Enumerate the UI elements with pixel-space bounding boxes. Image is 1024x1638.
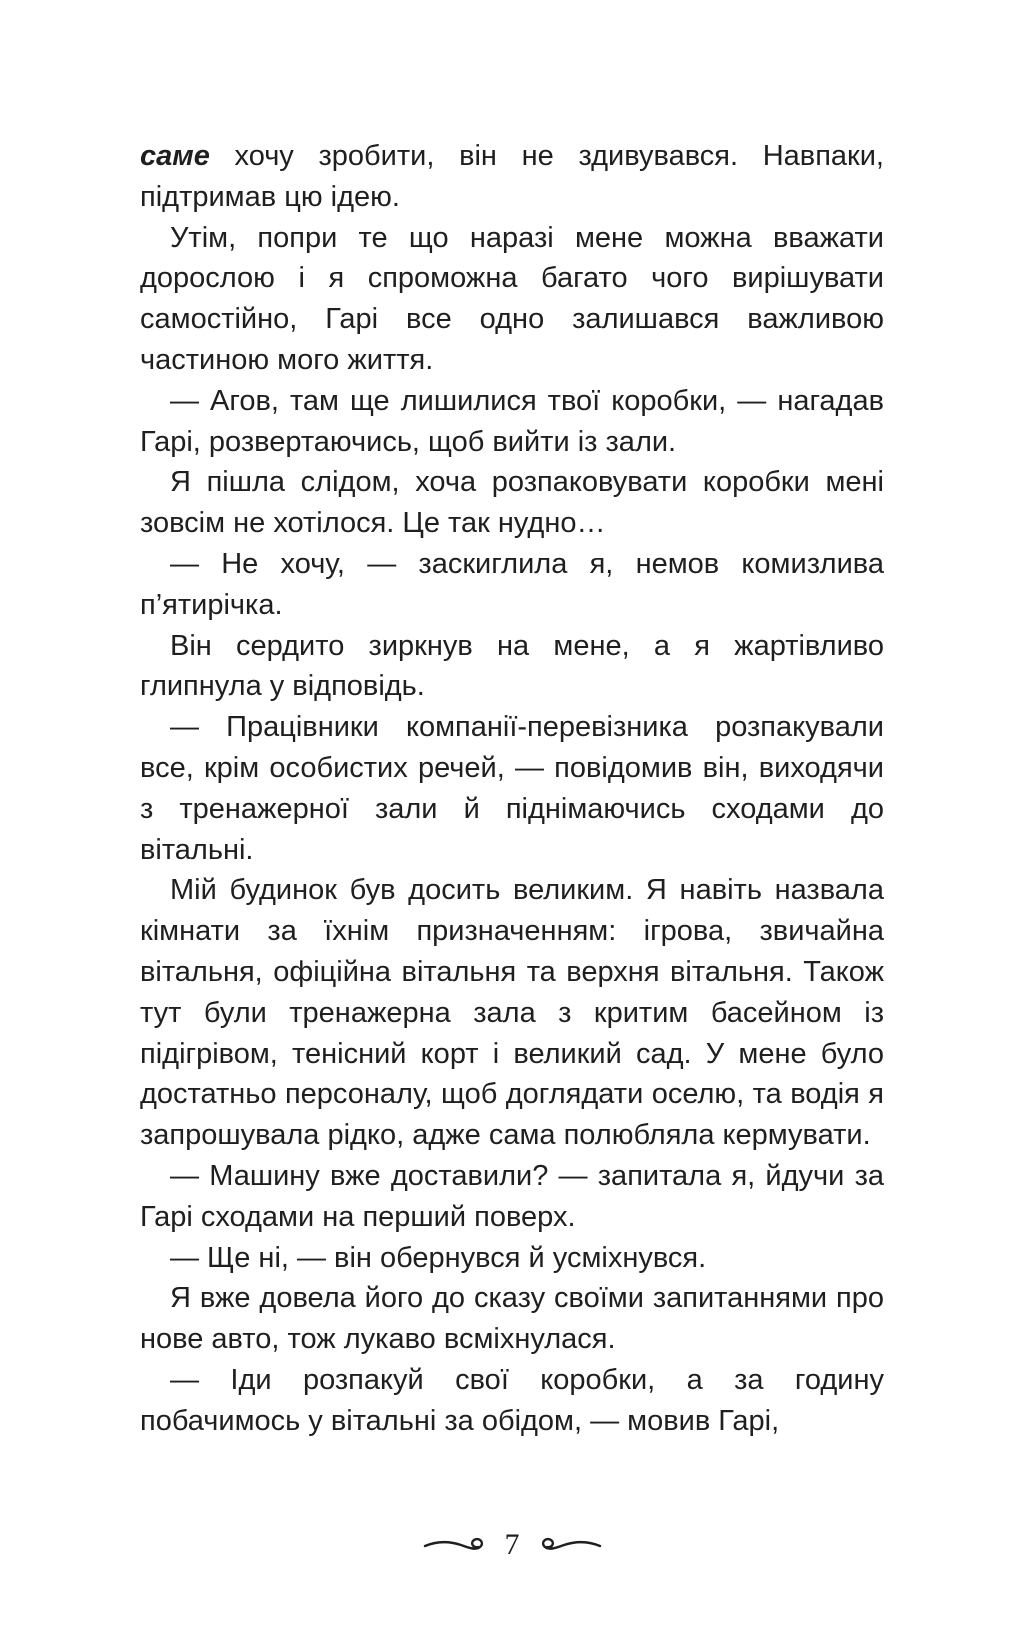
paragraph-0-text: хочу зробити, він не здивувався. Навпаки, підтримав цю ідею. bbox=[140, 140, 884, 213]
paragraph-9: — Ще ні, — він обернувся й усміхнувся. bbox=[170, 1241, 707, 1274]
paragraph-1: Утім, попри те що наразі мене можна вважати дорослою і я спроможна багато чого вирішувати самостійно, Гарі все одно залишався важливою частиною мого життя. bbox=[140, 221, 884, 376]
paragraph-4: — Не хочу, — заскиглила я, немов комизлива п’ятирічка. bbox=[140, 547, 884, 621]
page-footer bbox=[0, 1530, 1024, 1560]
paragraph-5: Він сердито зиркнув на мене, а я жартівливо глипнула у відповідь. bbox=[140, 629, 884, 703]
left-swirl-ornament-icon bbox=[423, 1534, 491, 1556]
page-number: 7 bbox=[504, 1528, 520, 1561]
paragraph-0 bbox=[140, 136, 884, 218]
paragraph-11: — Іди розпакуй свої коробки, а за годину побачимось у вітальні за обідом, — мовив Гарі, bbox=[140, 1363, 884, 1437]
paragraph-3: Я пішла слідом, хоча розпаковувати коробки мені зовсім не хотілося. Це так нудно… bbox=[140, 466, 884, 540]
right-swirl-ornament-icon bbox=[534, 1534, 602, 1556]
paragraph-10: Я вже довела його до сказу своїми запитаннями про нове авто, тож лукаво всміхнулася. bbox=[140, 1282, 884, 1356]
emphasis-word: саме bbox=[140, 140, 210, 172]
paragraph-7: Мій будинок був досить великим. Я навіть назвала кімнати за їхнім призначенням: ігрова, звичайна вітальня, офіційна вітальня та верхня вітальня. Також тут були тренажерна зала з критим басейном із підігрівом, тенісний корт і великий сад. У мене було достатньо персоналу, щоб доглядати оселю, та водія я запрошувала рідко, адже сама полюбляла кермувати. bbox=[140, 874, 884, 1152]
paragraph-8: — Машину вже доставили? — запитала я, йдучи за Гарі сходами на перший поверх. bbox=[140, 1159, 884, 1233]
paragraph-2: — Агов, там ще лишилися твої коробки, — нагадав Гарі, розвертаючись, щоб вийти із зали. bbox=[140, 384, 884, 458]
page-body bbox=[140, 136, 884, 1442]
paragraph-6: — Працівники компанії-перевізника розпакували все, крім особистих речей, — повідомив він, виходячи з тренажерної зали й піднімаючись сходами до вітальні. bbox=[140, 711, 884, 866]
